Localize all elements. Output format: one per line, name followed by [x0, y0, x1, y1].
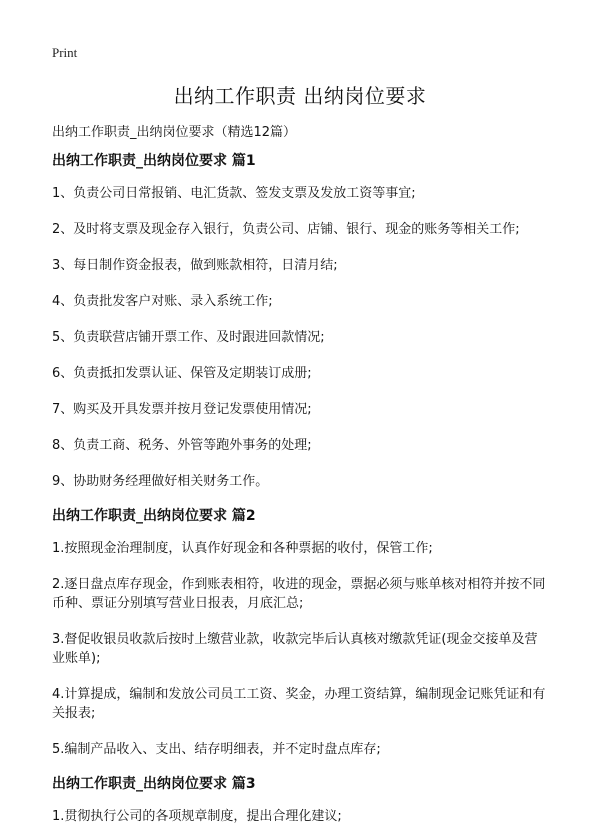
list-item: 8、负责工商、税务、外管等跑外事务的处理; [52, 438, 312, 453]
list-item: 5、负责联营店铺开票工作、及时跟进回款情况; [52, 330, 325, 345]
list-item: 1.按照现金治理制度，认真作好现金和各种票据的收付，保管工作; [52, 541, 433, 556]
list-item: 9、协助财务经理做好相关财务工作。 [52, 474, 269, 489]
list-item: 4.计算提成，编制和发放公司员工工资、奖金，办理工资结算，编制现金记账凭证和有关报表; [52, 687, 546, 721]
page-title: 出纳工作职责 出纳岗位要求 [173, 84, 427, 108]
print-label: Print [52, 45, 78, 60]
list-item: 4、负责批发客户对账、录入系统工作; [52, 294, 273, 309]
list-item: 5.编制产品收入、支出、结存明细表，并不定时盘点库存; [52, 742, 381, 757]
section-heading: 出纳工作职责_出纳岗位要求 篇1 [52, 153, 256, 169]
list-item: 2、及时将支票及现金存入银行，负责公司、店铺、银行、现金的账务等相关工作; [52, 222, 520, 237]
section-heading: 出纳工作职责_出纳岗位要求 篇3 [52, 776, 256, 792]
list-item: 1、负责公司日常报销、电汇货款、签发支票及发放工资等事宜; [52, 186, 416, 201]
duty-list [52, 804, 548, 840]
section-2 [52, 505, 548, 773]
section-1 [52, 150, 548, 505]
list-item: 3.督促收银员收款后按时上缴营业款，收款完毕后认真核对缴款凭证(现金交接单及营业账单); [52, 632, 538, 666]
list-item: 6、负责抵扣发票认证、保管及定期装订成册; [52, 366, 312, 381]
duty-list [52, 181, 548, 505]
list-item: 7、购买及开具发票并按月登记发票使用情况; [52, 402, 312, 417]
document-body [52, 150, 548, 840]
list-item: 2.逐日盘点库存现金，作到账表相符，收进的现金，票据必须与账单核对相符并按不同币种、票证分别填写营业日报表，月底汇总; [52, 577, 546, 611]
list-item: 3、每日制作资金报表，做到账款相符，日清月结; [52, 258, 338, 273]
page-subtitle: 出纳工作职责_出纳岗位要求（精选12篇） [52, 125, 297, 140]
list-item: 1.贯彻执行公司的各项规章制度，提出合理化建议; [52, 809, 342, 824]
duty-list [52, 536, 548, 773]
section-3 [52, 773, 548, 840]
section-heading: 出纳工作职责_出纳岗位要求 篇2 [52, 508, 256, 524]
